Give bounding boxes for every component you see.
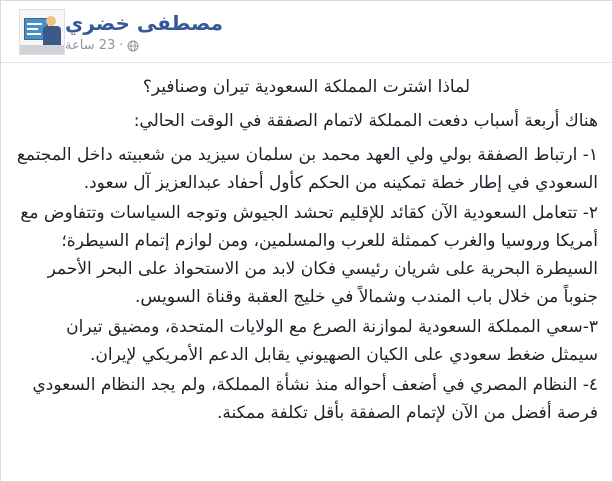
post-header-text [65,9,602,54]
post-paragraph-intro: هناك أربعة أسباب دفعت المملكة لاتمام الصفقة في الوقت الحالي: [133,111,598,131]
post-timestamp[interactable]: 23 ساعة [65,38,116,53]
post-paragraph-point-3: ٣-سعي المملكة السعودية لموازنة الصرع مع الولايات المتحدة، ومضيق تيران سيمثل ضغط سعودي على الكيان الصهيوني يقابل الدعم الأمريكي لإيران. [66,317,598,365]
globe-icon[interactable] [127,40,139,52]
post-meta [65,38,139,54]
post-paragraph-point-4: ٤- النظام المصري في أضعف أحواله منذ نشأة المملكة، ولم يجد النظام السعودي فرصة أفضل من الآن لإتمام الصفقة بأقل تكلفة ممكنة. [32,375,598,423]
person-head-icon [46,16,56,26]
board-line-3 [27,33,41,35]
post-paragraph-point-2: ٢- تتعامل السعودية الآن كقائد للإقليم تحشد الجيوش وتوجه السياسات وتتفاوض مع أمريكا وروسيا والغرب كممثلة للعرب والمسلمين، ومن لوازم إتمام السيطرة؛ السيطرة البحرية على شريان رئيسي فكان لابد من الاستحواذ على البحر الأحمر جنوباً من خلال باب المندب وشمالاً في خليج العقبة وقناة السويس. [20,203,598,307]
post-paragraph-point-1: ١- ارتباط الصفقة بولي ولي العهد محمد بن سلمان سيزيد من شعبيته داخل المجتمع السعودي في إطار خطة تمكينه من الحكم كأول أحفاد عبدالعزيز آل سعود. [16,145,598,193]
post-paragraph-question: لماذا اشترت المملكة السعودية تيران وصنافير؟ [142,77,471,97]
author-name[interactable]: مصطفى خضري [65,11,224,35]
post-header [1,1,612,63]
avatar-ground [20,45,64,54]
meta-separator: · [119,38,124,53]
avatar[interactable] [19,9,65,55]
board-line-1 [27,23,42,25]
board-line-2 [27,28,38,30]
post-body [1,63,612,435]
